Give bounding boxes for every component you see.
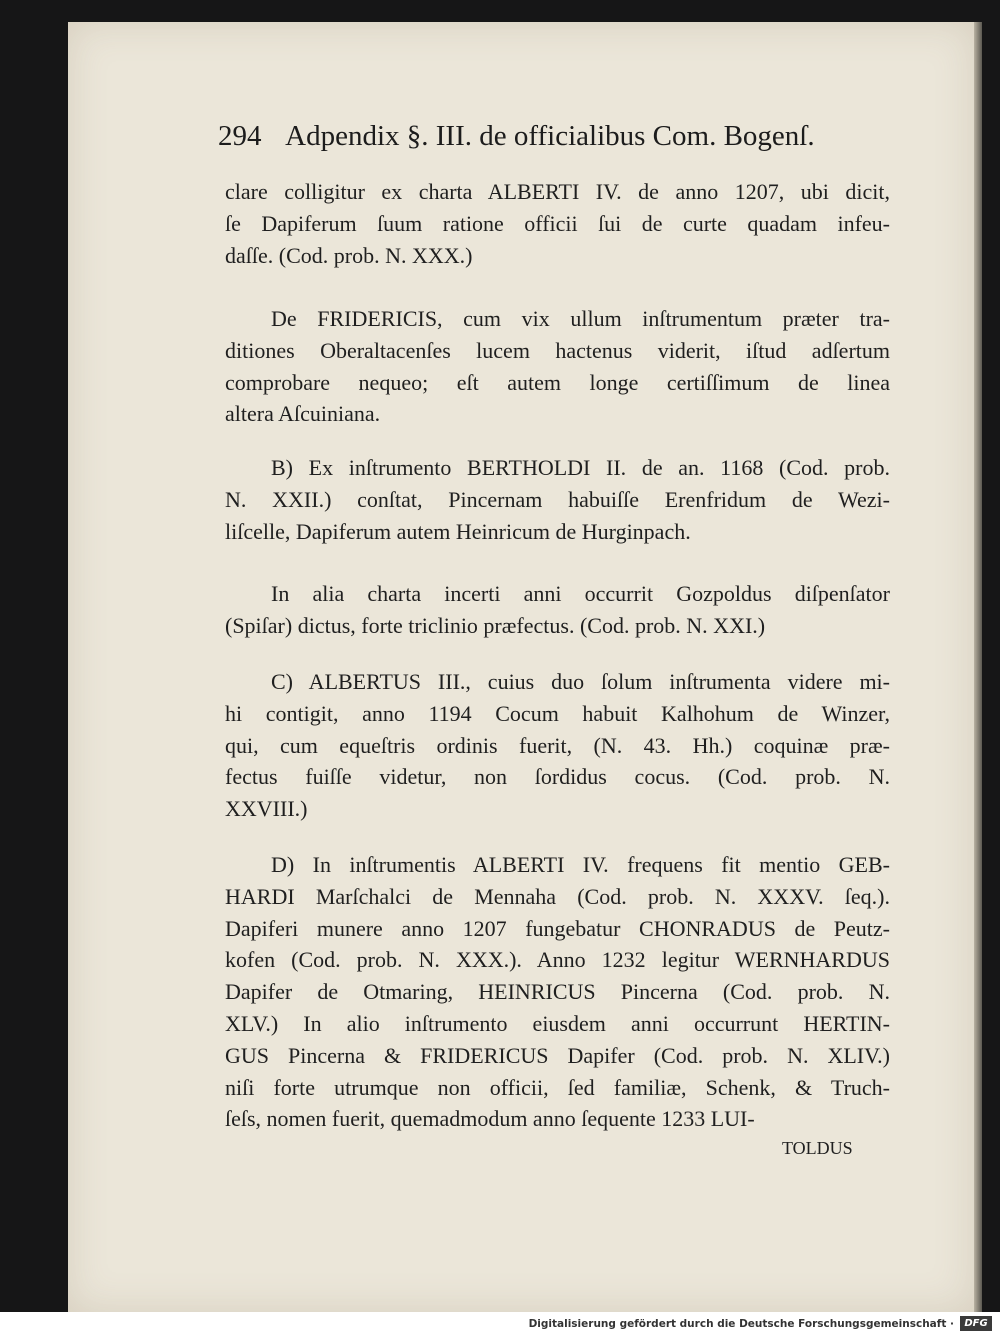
text-line: altera Aſcuiniana. xyxy=(225,401,381,427)
text-line: GUS Pincerna & FRIDERICUS Dapifer (Cod. prob. N. XLIV.) xyxy=(225,1042,890,1068)
text-line: XXVIII.) xyxy=(225,796,308,822)
text-line: In alia charta incerti anni occurrit Gozpoldus diſpenſator xyxy=(271,581,890,606)
text-line: daſſe. (Cod. prob. N. XXX.) xyxy=(225,242,473,268)
header-title: Adpendix §. III. de officialibus Com. Bogenſ. xyxy=(285,120,815,152)
text-line: liſcelle, Dapiferum autem Heinricum de Hurginpach. xyxy=(225,518,691,544)
text-line: ſeſs, nomen fuerit, quemadmodum anno ſequente 1233 LUI- xyxy=(225,1106,755,1132)
text-line: B) Ex inſtrumento BERTHOLDI II. de an. 1168 (Cod. prob. xyxy=(271,455,890,480)
text-line: clare colligitur ex charta ALBERTI IV. de anno 1207, ubi dicit, xyxy=(225,179,890,204)
text-line: D) In inſtrumentis ALBERTI IV. frequens fit mentio GEB- xyxy=(271,852,890,877)
text-line: (Spiſar) dictus, forte triclinio præfectus. (Cod. prob. N. XXI.) xyxy=(225,612,766,638)
text-line: qui, cum equeſtris ordinis fuerit, (N. 43. Hh.) coquinæ præ- xyxy=(225,732,890,758)
page-number: 294 xyxy=(218,120,262,152)
text-line: fectus fuiſſe videtur, non ſordidus cocus. (Cod. prob. N. xyxy=(225,764,890,790)
text-line: hi contigit, anno 1194 Cocum habuit Kalhohum de Winzer, xyxy=(225,700,890,726)
dfg-logo: DFG xyxy=(960,1316,992,1331)
text-line: XLV.) In alio inſtrumento eiusdem anni occurrunt HERTIN- xyxy=(225,1010,890,1036)
text-line: kofen (Cod. prob. N. XXX.). Anno 1232 legitur WERNHARDUS xyxy=(225,947,890,973)
text-line: C) ALBERTUS III., cuius duo ſolum inſtrumenta videre mi- xyxy=(271,669,890,694)
paragraph xyxy=(225,849,890,1135)
paragraph xyxy=(225,452,890,547)
paragraph xyxy=(225,303,890,430)
text-line: HARDI Marſchalci de Mennaha (Cod. prob. N. XXXV. ſeq.). xyxy=(225,883,890,909)
funding-notice: Digitalisierung gefördert durch die Deutsche Forschungsgemeinschaft · xyxy=(528,1318,954,1330)
text-line: niſi forte utrumque non officii, ſed familiæ, Schenk, & Truch- xyxy=(225,1074,890,1100)
text-line: Dapiferi munere anno 1207 fungebatur CHONRADUS de Peutz- xyxy=(225,915,890,941)
page-edge xyxy=(974,22,982,1312)
text-line: ditiones Oberaltacenſes lucem hactenus viderit, iſtud adſertum xyxy=(225,337,890,363)
paragraph xyxy=(225,578,890,642)
text-line: De FRIDERICIS, cum vix ullum inſtrumentum præter tra- xyxy=(271,306,890,331)
text-line: comprobare nequeo; eſt autem longe certiſſimum de linea xyxy=(225,369,890,395)
catchword: TOLDUS xyxy=(782,1138,853,1158)
text-line: N. XXII.) conſtat, Pincernam habuiſſe Erenfridum de Wezi- xyxy=(225,486,890,512)
text-line: Dapifer de Otmaring, HEINRICUS Pincerna (Cod. prob. N. xyxy=(225,979,890,1005)
text-line: ſe Dapiferum ſuum ratione officii ſui de curte quadam infeu- xyxy=(225,210,890,236)
paragraph xyxy=(225,666,890,825)
paragraph xyxy=(225,176,890,271)
running-header xyxy=(218,120,858,153)
